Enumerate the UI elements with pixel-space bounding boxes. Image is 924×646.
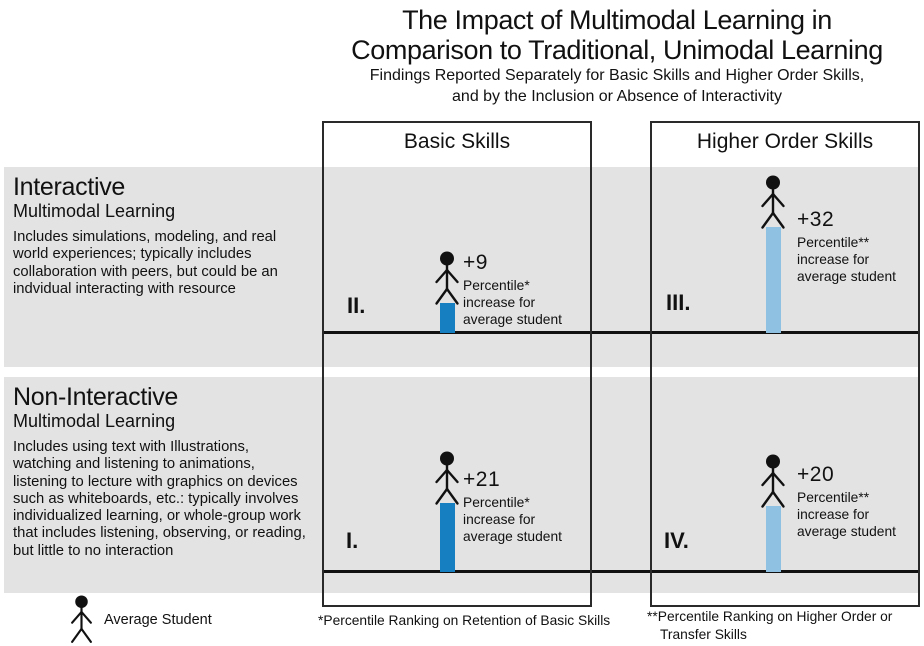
- note-line: Percentile**: [797, 235, 870, 250]
- note-line: average student: [463, 529, 562, 544]
- quadrant-i-numeral: I.: [346, 528, 359, 553]
- quadrant-ii-annotation: [463, 251, 562, 328]
- quadrant-i-value: +21: [463, 468, 501, 491]
- higher-order-skills-column-header: Higher Order Skills: [696, 130, 874, 153]
- quadrant-iii-note: [797, 234, 896, 285]
- figure-title-line2: Comparison to Traditional, Unimodal Learning: [351, 35, 883, 65]
- stick-figure-icon: [67, 595, 96, 645]
- stick-figure-icon: [431, 451, 463, 507]
- note-line: Percentile*: [463, 278, 530, 293]
- interactive-row-label: [13, 173, 313, 298]
- stick-figure-icon: [757, 454, 789, 510]
- quadrant-iii-value: +32: [797, 208, 835, 231]
- quadrant-iii-numeral: III.: [666, 290, 691, 315]
- interactive-heading: Interactive: [13, 173, 126, 201]
- note-line: average student: [797, 524, 896, 539]
- note-line: average student: [797, 269, 896, 284]
- quadrant-ii-value: +9: [463, 251, 488, 274]
- noninteractive-subheading: Multimodal Learning: [13, 411, 176, 431]
- higher-order-skills-footnote: [647, 608, 892, 643]
- quadrant-iv-bar: [766, 506, 781, 572]
- quadrant-i-annotation: [463, 468, 562, 545]
- legend-label: Average Student: [104, 612, 212, 628]
- quadrant-ii-bar: [440, 303, 455, 333]
- quadrant-iv-annotation: [797, 463, 896, 540]
- quadrant-ii-numeral: II.: [347, 293, 366, 318]
- quadrant-ii-note: [463, 277, 562, 328]
- footnote-line: Transfer Skills: [660, 626, 747, 642]
- note-line: increase for: [797, 507, 870, 522]
- note-line: Percentile*: [463, 495, 530, 510]
- note-line: average student: [463, 312, 562, 327]
- quadrant-iii-figure: [756, 175, 790, 333]
- quadrant-iv-figure: [756, 454, 790, 572]
- noninteractive-heading: Non-Interactive: [13, 383, 179, 411]
- quadrant-iv-numeral: IV.: [664, 528, 689, 553]
- footnote-line: **Percentile Ranking on Higher Order or: [647, 609, 893, 624]
- quadrant-iii-bar: [766, 227, 781, 333]
- noninteractive-row-label: [13, 383, 313, 560]
- stick-figure-icon: [757, 175, 789, 231]
- interactive-subheading: Multimodal Learning: [13, 201, 176, 221]
- figure-subtitle-line1: Findings Reported Separately for Basic Skills and Higher Order Skills,: [369, 67, 865, 84]
- figure-title-line1: The Impact of Multimodal Learning in: [402, 5, 832, 35]
- interactive-description: Includes simulations, modeling, and real world experiences; typically includes collaboration with peers, but could be an indvidual interacting with resource: [13, 229, 278, 297]
- note-line: increase for: [797, 252, 870, 267]
- stick-figure-icon: [431, 251, 463, 307]
- note-line: Percentile**: [797, 490, 870, 505]
- quadrant-iii-annotation: [797, 208, 896, 285]
- quadrant-i-bar: [440, 503, 455, 572]
- figure-subtitle-line2: and by the Inclusion or Absence of Interactivity: [452, 88, 782, 105]
- quadrant-ii-figure: [430, 251, 464, 333]
- noninteractive-description: Includes using text with Illustrations, watching and listening to animations, listening to lecture with graphics on devices such as whiteboards, etc.: typically involves individualized learning, or whole-group work that includes listening, observing, or reading, but little to no interaction: [13, 439, 306, 559]
- average-student-legend: [67, 595, 212, 645]
- title-block: [310, 5, 924, 107]
- note-line: increase for: [463, 295, 536, 310]
- quadrant-i-note: [463, 494, 562, 545]
- quadrant-iv-value: +20: [797, 463, 835, 486]
- quadrant-iv-note: [797, 489, 896, 540]
- basic-skills-column-header: Basic Skills: [403, 130, 511, 153]
- note-line: increase for: [463, 512, 536, 527]
- quadrant-i-figure: [430, 451, 464, 572]
- basic-skills-footnote: *Percentile Ranking on Retention of Basic Skills: [318, 613, 611, 628]
